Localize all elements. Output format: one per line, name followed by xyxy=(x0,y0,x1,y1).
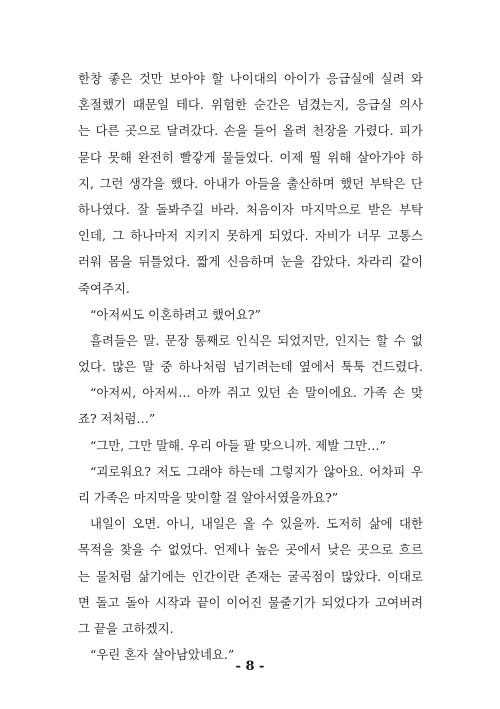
page-number: - 8 - xyxy=(235,659,265,674)
text-line: “우린 혼자 살아남았네요.” xyxy=(90,647,235,663)
text-line: 혼절했기 때문일 테다. 위험한 순간은 넘겼는지, 응급실 의사 xyxy=(78,97,423,113)
body-text xyxy=(78,66,423,668)
text-line: 죽여주지. xyxy=(78,280,130,296)
text-line: 죠? 저처럼…” xyxy=(78,411,156,427)
text-line: 는 물처럼 삶기에는 인간이란 존재는 굴곡점이 많았다. 이대로 xyxy=(78,568,423,584)
text-line: 리 가족은 마지막을 맞이할 걸 알아서였을까요?” xyxy=(78,490,339,505)
text-line: 인데, 그 하나마저 지키지 못하게 되었다. 자비가 너무 고통스 xyxy=(78,228,423,244)
text-line: “아저씨도 이혼하려고 했어요?” xyxy=(90,306,261,322)
text-line: 하나였다. 잘 돌봐주길 바라. 처음이자 마지막으로 받은 부탁 xyxy=(78,201,423,217)
text-line: “아저씨, 아저씨… 아까 쥐고 있던 손 말이에요. 가족 손 맞 xyxy=(90,385,423,401)
text-line: 는 다른 곳으로 달려갔다. 손을 들어 올려 천장을 가렸다. 피가 xyxy=(78,123,423,139)
text-line: 지, 그런 생각을 했다. 아내가 아들을 출산하며 했던 부탁은 단 xyxy=(78,175,423,191)
text-line: 러워 몸을 뒤틀었다. 짧게 신음하며 눈을 감았다. 차라리 같이 xyxy=(78,254,423,270)
text-line: 면 돌고 돌아 시작과 끝이 이어진 물줄기가 되었다가 고여버려 xyxy=(78,594,423,610)
text-line: “괴로워요? 저도 그래야 하는데 그렇지가 않아요. 어차피 우 xyxy=(90,463,423,479)
text-line: 그 끝을 고하겠지. xyxy=(78,620,174,636)
text-line: 내일이 오면. 아니, 내일은 올 수 있을까. 도저히 삶에 대한 xyxy=(90,516,423,532)
text-line: 목적을 찾을 수 없었다. 언제나 높은 곳에서 낮은 곳으로 흐르 xyxy=(78,542,423,558)
text-line: 한창 좋은 것만 보아야 할 나이대의 아이가 응급실에 실려 와 xyxy=(78,71,423,86)
text-line: 흘려들은 말. 문장 통째로 인식은 되었지만, 인지는 할 수 없 xyxy=(90,332,423,348)
text-line: 었다. 많은 말 중 하나처럼 넘기려는데 옆에서 툭툭 건드렸다. xyxy=(78,359,423,375)
text-line: 묻다 못해 완전히 빨갛게 물들었다. 이제 뭘 위해 살아가야 하 xyxy=(78,149,423,165)
text-line: “그만, 그만 말해. 우리 아들 팔 맞으니까. 제발 그만…” xyxy=(90,437,386,453)
